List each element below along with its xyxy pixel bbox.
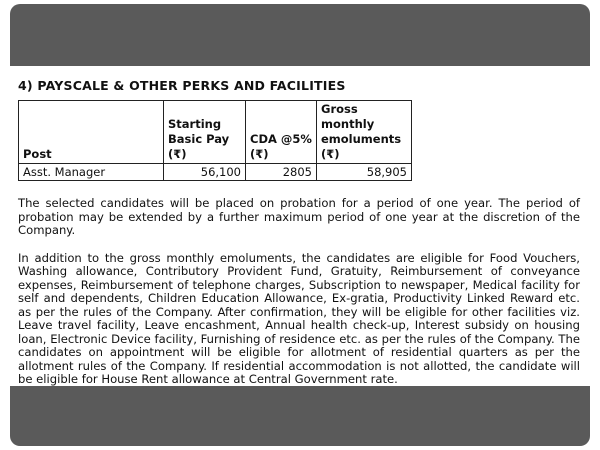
cell-cda: 2805 [246,164,317,181]
probation-paragraph: The selected candidates will be placed on probation for a period of one year. The period of probation may be extended by a further maximum period of one year at the discretion of the Company. [18,196,580,237]
header-gross-unit: (₹) [321,147,340,161]
header-cda-unit: (₹) [250,147,269,161]
cell-basic-pay: 56,100 [164,164,246,181]
header-cda-line1: CDA @5% [250,132,312,146]
header-gross [317,101,412,164]
top-banner [10,4,590,66]
header-cda [246,101,317,164]
cell-gross: 58,905 [317,164,412,181]
section-heading: 4) PAYSCALE & OTHER PERKS AND FACILITIES [18,78,346,93]
table-header-row [19,101,412,164]
document-content [18,78,580,387]
header-basic-line2: Basic Pay [168,132,230,146]
bottom-banner [10,386,590,446]
payscale-table [18,100,412,181]
header-gross-line1: Gross monthly [321,102,375,131]
table-row [19,164,412,181]
header-post [19,101,164,164]
header-gross-line2: emoluments [321,132,402,146]
header-basic-pay [164,101,246,164]
header-basic-unit: (₹) [168,147,187,161]
perks-paragraph: In addition to the gross monthly emoluments, the candidates are eligible for Food Vouchers, Washing allowance, Contributory Provident Fund, Gratuity, Reimbursement of conveyance expenses, Reimbursement of telephone charges, Subscription to newspaper, Medical facility for self and dependents, Children Education Allowance, Ex-gratia, Productivity Linked Reward etc. as per the rules of the Company. After confirmation, they will be eligible for other facilities viz. Leave travel facility, Leave encashment, Annual health check-up, Interest subsidy on housing loan, Electronic Device facility, Furnishing of residence etc. as per the rules of the Company. The candidates on appointment will be eligible for allotment of residential quarters as per the allotment rules of the Company. If residential accommodation is not allotted, the candidate will be eligible for House Rent allowance at Central Government rate. [18,250,580,386]
header-basic-line1: Starting [168,117,222,131]
cell-post: Asst. Manager [19,164,164,181]
header-post-label: Post [23,147,52,161]
